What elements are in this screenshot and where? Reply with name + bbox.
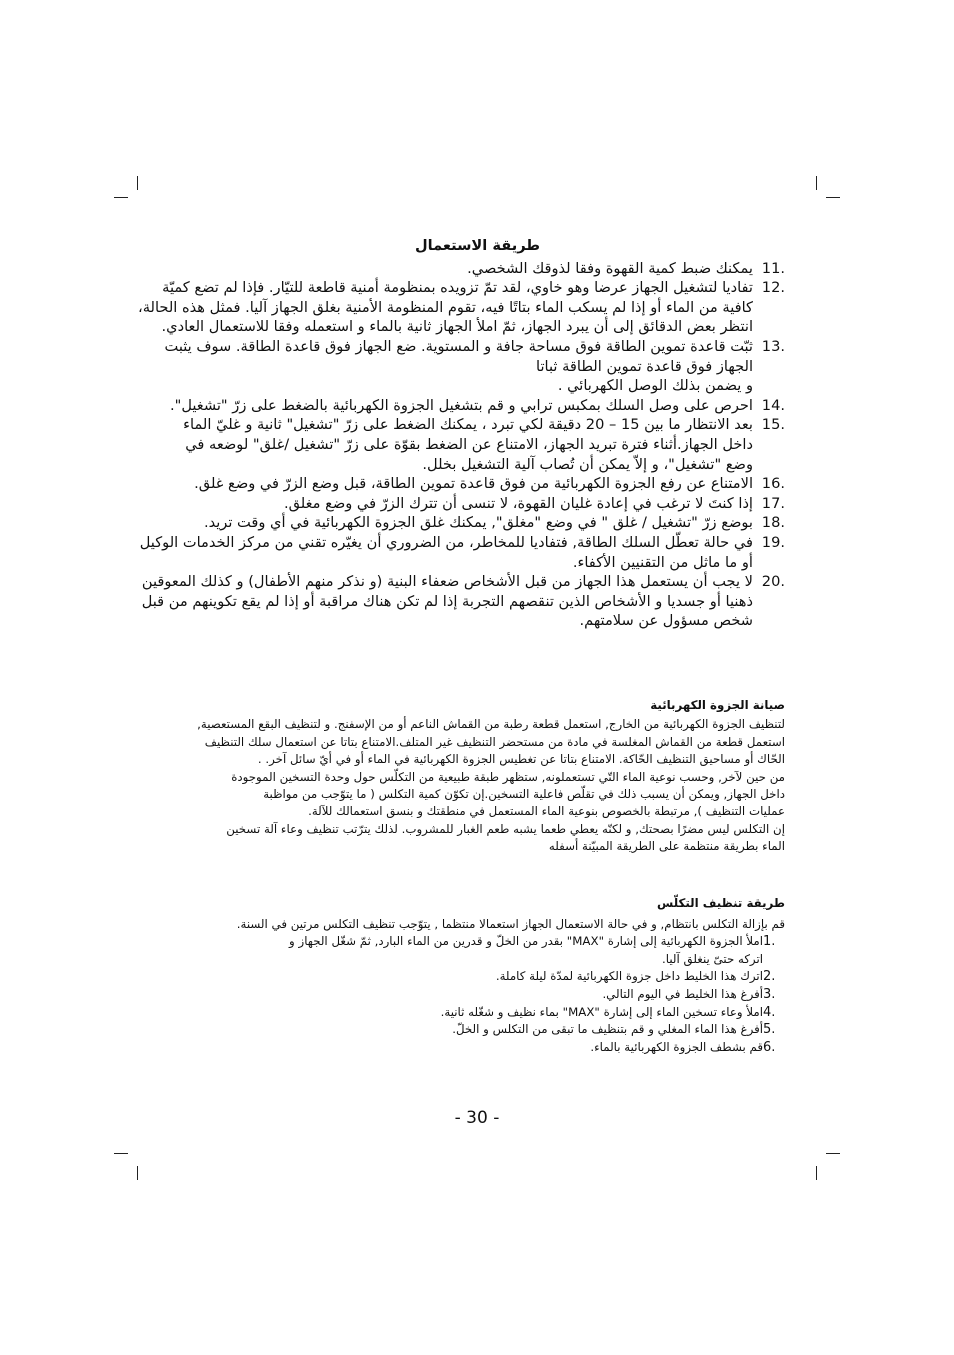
descaling-step-text (200, 1004, 763, 1022)
maintenance-line: داخل الجهاز, ويمكن أن يسبب ذلك في تقلّص فاعلية التسخين.إن تكوّن كمية التكلس ( ما يتوّجب من مواظبة (263, 787, 785, 802)
usage-item (170, 259, 785, 279)
crop-mark-top-left-horizontal (114, 197, 128, 198)
usage-item-text (170, 376, 753, 396)
descaling-step (200, 968, 785, 986)
usage-item-line: أو ما ماثل من التقنيين الأكفاء. (572, 553, 753, 571)
usage-item (139, 533, 785, 572)
maintenance-line: لتنظيف الجزوة الكهربائية من الخارج, استعمل قطعة رطبة من القماش الناعم أو من الإسفنج. و لتنظيف البقع المستعصية, (197, 717, 785, 732)
descaling-step-text (200, 968, 763, 986)
descaling-step (200, 1039, 785, 1057)
maintenance-title: صيانة الجزوة الكهربائية (650, 698, 785, 712)
crop-mark-top-right-horizontal (826, 197, 840, 198)
descaling-intro: قم بإزالة التكلس بانتظام, و في حالة الاستعمال الجهاز استعمالا منتظما , يتوّجب تنظيف التكلس مرتين في السنة. (236, 916, 785, 931)
usage-item-number: 12. (761, 279, 785, 297)
crop-mark-top-right-vertical (816, 176, 817, 190)
descaling-step-text (200, 1021, 763, 1039)
usage-item-number: 19. (761, 533, 785, 551)
usage-item-text (170, 474, 753, 494)
usage-item (141, 572, 785, 631)
usage-item (170, 376, 785, 396)
descaling-step-number: 5. (763, 1022, 776, 1038)
usage-item-line: في حالة تعطّل السلك الطاقة, فتفاديا للمخاطر، من الضروري أن يغيّره تقني من مركز الخدمات الوكيل (139, 533, 753, 551)
usage-item-number: 13. (761, 337, 785, 355)
usage-item-number: 11. (761, 259, 785, 277)
maintenance-line: عمليات التنظيف ), مرتبطة بالخصوص بنوعية الماء المستعمل في منطقتك و بنسق استعمالك للآلة. (308, 804, 785, 819)
maintenance-line: الماء بطريقة منتظمة على الطريقة المبيّنة أسفله (548, 839, 785, 854)
usage-item-text (142, 572, 753, 631)
usage-item-line: تفاديا لتشغيل الجهاز عرضا وهو خاوي، لقد تمّ تزويده بمنظومة أمنية قاطعة للتيّار. فإذا لم تضع كميّة (162, 279, 753, 297)
usage-item-text (170, 415, 753, 474)
usage-item (170, 474, 785, 494)
usage-item-number: 14. (761, 396, 785, 414)
usage-item (170, 396, 785, 416)
usage-item (164, 337, 785, 376)
usage-item-line: الامتناع عن رفع الجزوة الكهربائية من فوق قاعدة تموين الطاقة، قبل وضع الزرّ في وضع غلق. (194, 475, 753, 493)
usage-item-line: انتظر بعض الدقائق إلى أن يبرد الجهاز، ثمّ املأ الجهاز ثانية بالماء و استعمله وفقا للاستعمال العادي. (161, 318, 753, 336)
descaling-step-number: 4. (763, 1004, 776, 1020)
usage-item (170, 415, 785, 474)
usage-item-number: 15. (761, 416, 785, 434)
descaling-title: طريقة تنظيف التكلّس (657, 896, 785, 910)
page-number: - 30 - (454, 1108, 500, 1128)
crop-mark-bottom-left-horizontal (114, 1153, 128, 1154)
crop-mark-top-left-vertical (137, 176, 138, 190)
usage-item-line: الجهاز فوق قاعدة تموين الطاقة ثباتا (536, 357, 753, 375)
usage-item-line: ثبّت قاعدة تموين الطاقة فوق مساحة جافة و المستوية. ضع الجهاز فوق قاعدة الطاقة. سوف يثبت (164, 337, 753, 355)
maintenance-line: الحّاك أو مساحيق التنظيف الحّاكة. الامتناع بتاتا عن تغطيس الجزوة الكهربائية في الماء أو في أيّ سائل آخر. . (257, 752, 785, 767)
descaling-section (200, 895, 785, 1056)
usage-item-line: بعد الانتظار ما بين 15 – 20 دقيقة لكي تبرد ، يمكنك الضغط على زرّ "تشغيل" ثانية و غليّ الماء (183, 416, 753, 434)
usage-item-line: كافية من الماء أو إذا لم يسكب الماء بتاتًا فيه، تقوم المنظومة الأمنية بغلق الجهاز آليا. فمثل هذه الحالة، (138, 298, 753, 316)
descaling-step-number: 3. (763, 986, 776, 1002)
usage-item-text (140, 533, 753, 572)
descaling-step (200, 986, 785, 1004)
maintenance-line: استعمل قطعة من القماش المغلسة في مادة من مستحضر التنظيف غير المتلف.الامتناع بتاتا عن استعمال سلك التنظيف (204, 734, 785, 749)
usage-item-text (170, 259, 753, 279)
usage-item-line: داخل الجهاز.أثناء فترة تبريد الجهاز، الامتناع عن الضغط بقوّة على زرّ "تشغيل /غلق" لوضعه في (185, 435, 753, 453)
usage-item-text (170, 396, 753, 416)
descaling-step-text (200, 986, 763, 1004)
descaling-step-line: أفرغ هذا الخليط في اليوم التالي. (602, 986, 763, 1001)
usage-item (170, 513, 785, 533)
descaling-step-text (200, 933, 763, 968)
usage-item-line: وضع "تشغيل"، و إلاّ يمكن أن تُصاب آلية التشغيل بخلل. (422, 455, 753, 473)
usage-section (138, 236, 785, 631)
descaling-step-number: 1. (763, 934, 776, 950)
descaling-step (200, 1021, 785, 1039)
descaling-step-line: أفرغ هذا الماء المغلي و قم بتنظيف ما تبقى من التكلس و الخلّ. (452, 1022, 763, 1037)
descaling-step (200, 1004, 785, 1022)
usage-item-line: لا يجب أن يستعمل هذا الجهاز من قبل الأشخاص ضعفاء البنية (و نذكر منهم الأطفال) و كذلك المعوقين (141, 573, 753, 591)
descaling-step-text (200, 1039, 763, 1057)
maintenance-section (168, 697, 785, 856)
usage-item (170, 494, 785, 514)
usage-item-line: شخص مسؤول عن سلامتهم. (579, 612, 753, 630)
crop-mark-bottom-right-vertical (816, 1166, 817, 1180)
descaling-step (200, 933, 785, 968)
usage-item-line: يمكنك ضبط كمية القهوة وفقا لذوقك الشخصي. (467, 259, 753, 277)
usage-item-text (138, 278, 753, 337)
usage-list (138, 259, 785, 631)
maintenance-paragraph (168, 716, 785, 855)
usage-item-line: احرص على وصل السلك بمكبس ترابي و قم بتشغيل الجزوة الكهربائية بالضغط على زرّ "تشغيل". (170, 396, 753, 414)
usage-item-line: إذا كنتَ لا ترغب في إعادة غليان القهوة، لا تنسى أن تترك الزرّ في وضع مغلق. (283, 494, 753, 512)
usage-item-number: 18. (761, 514, 785, 532)
crop-mark-bottom-right-horizontal (826, 1153, 840, 1154)
usage-item-number: 16. (761, 475, 785, 493)
usage-title: طريقة الاستعمال (414, 237, 541, 254)
usage-item-number: 17. (761, 494, 785, 512)
usage-item-text (170, 494, 753, 514)
descaling-step-number: 6. (763, 1039, 776, 1055)
crop-mark-bottom-left-vertical (137, 1166, 138, 1180)
usage-item-line: ذهنيا أو جسديا و الأشخاص الذين تنقصهم التجربة إذا لم تكن هناك مراقبة أو إذا لم يقع تكوينهم من قبل (141, 592, 753, 610)
usage-item-text (165, 337, 753, 376)
descaling-step-number: 2. (763, 969, 776, 985)
usage-item-number: 20. (761, 573, 785, 591)
maintenance-line: إن التكلس ليس مضرًا بصحتك, و لكنّه يعطي طعما يشبه طعم الغبار للمشروب. لذلك يترّتب تنظيف وعاء آلة تسخين (226, 821, 785, 836)
usage-item-number (753, 376, 785, 396)
descaling-step-line: املأ الجزوة الكهربائية إلى إشارة "MAX" بقدر من الخلّ و قدرين من الماء البارد, ثمّ شغّل الجهاز و (289, 934, 763, 949)
usage-item-line: بوضع زرّ "تشغيل / غلق " في وضع "مغلق", يمكنك غلق الجزوة الكهربائية في أي وقت تريد. (203, 514, 753, 532)
descaling-steps (200, 933, 785, 1056)
descaling-step-line: اترك هذا الخليط داخل جزوة الكهربائية لمدّة ليلة كاملة. (495, 969, 763, 984)
usage-item (138, 278, 785, 337)
descaling-step-line: املأ وعاء تسخين الماء إلى إشارة "MAX" بماء نظيف و شغّله ثانية. (440, 1004, 763, 1019)
descaling-step-line: اتركه حتىّ ينغلق آليا. (662, 951, 763, 966)
usage-item-text (170, 513, 753, 533)
descaling-step-line: قم بشطف الجزوة الكهربائية بالماء. (590, 1039, 763, 1054)
usage-item-line: و يضمن بذلك الوصل الكهربائي . (557, 377, 753, 395)
maintenance-line: من حين لآخر, وحسب نوعية الماء التّي تستعملونه, ستظهر طبقة طبيعية من التكلّس حول وحدة التسخين الموجودة (231, 769, 785, 784)
